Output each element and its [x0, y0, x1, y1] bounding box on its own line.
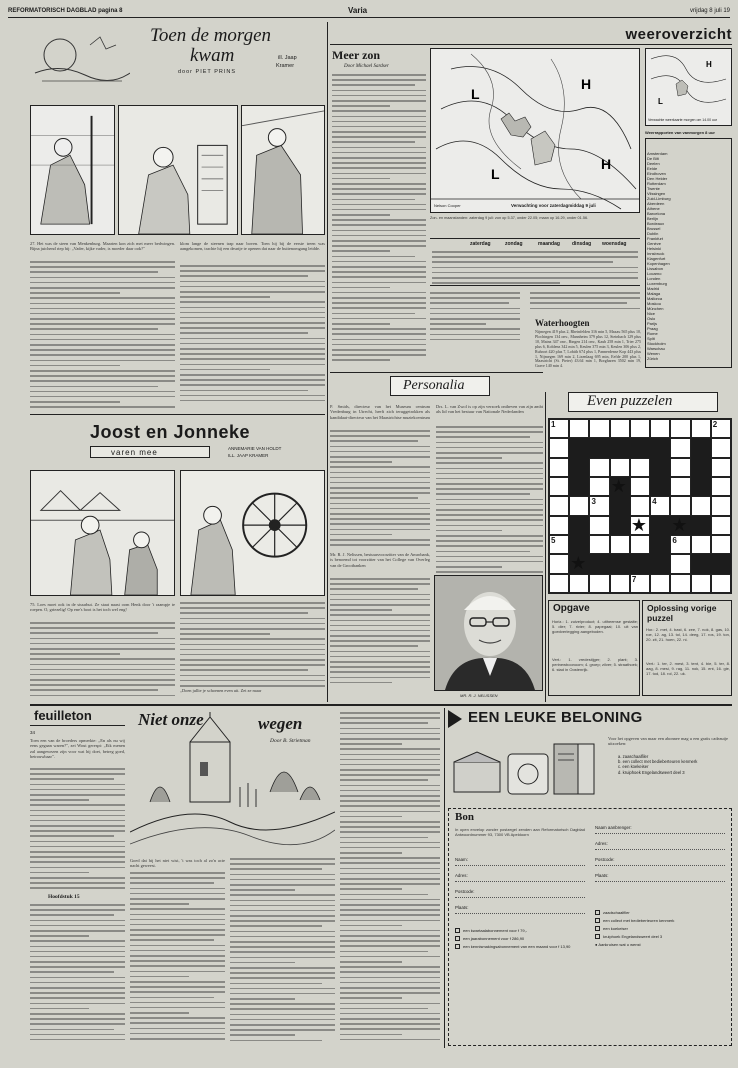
checkbox-icon[interactable]: [595, 910, 600, 915]
puzzle-cell[interactable]: [670, 496, 690, 515]
puzzle-cell[interactable]: [549, 477, 569, 496]
divider-mid: [30, 704, 732, 706]
weather-city-name: Stockholm: [647, 341, 666, 346]
story1-panel-3: [241, 105, 325, 235]
story-joost-en-jonneke: [30, 420, 325, 700]
puzzle-cell[interactable]: [589, 477, 609, 496]
feuilleton-body-col1b: [30, 904, 125, 1044]
weather-city-name: Madrid: [647, 286, 660, 291]
puzzle-cell[interactable]: [549, 438, 569, 457]
weather-city-name: De Bilt: [647, 156, 659, 161]
bon-gift-option-4-label: kruiphoek Engelandsweert deel 3: [603, 934, 663, 939]
puzzle-cell[interactable]: [630, 496, 650, 515]
story1-title-line2: kwam: [190, 45, 235, 66]
column-rule-3: [444, 708, 445, 1048]
weather-city-name: München: [647, 306, 664, 311]
checkbox-icon[interactable]: [595, 934, 600, 939]
feuilleton-text-start: Toen een van de broeders opmerkte: „En als nu wij eens gegaan waren?", zei Wout gerespt: „Eik menen zal aangewezen zijn voor wat hij doet, betreg goed, betrouwbaar".: [30, 738, 125, 759]
weather-city-name: Oslo: [647, 316, 656, 321]
beloning-ad: [448, 708, 732, 1048]
puzzle-number: 1: [551, 420, 556, 429]
weather-text-col2: [430, 292, 520, 342]
weather-map-small: [645, 48, 732, 126]
story2-subtitle-box: [90, 446, 210, 458]
bon-field-plaats-label: Plaats:: [455, 905, 469, 910]
puzzle-cell[interactable]: [711, 516, 731, 535]
bon-field-adres-label: Adres:: [455, 873, 468, 878]
puzzle-cell[interactable]: [691, 574, 711, 593]
story2-illustrator: ILL. JAAP KRAMER: [228, 453, 269, 458]
story2-text-end: „Doen jullie je schoenen even uit. Zet ze maar: [180, 688, 262, 693]
puzzle-cell[interactable]: [549, 554, 569, 573]
star-icon: ★: [570, 553, 587, 574]
story-toen-de-morgen: [30, 25, 325, 410]
bon-field-adres[interactable]: [455, 873, 585, 882]
bon-field-naam-aanbrenger-label: Naam aanbrenger:: [595, 825, 632, 830]
weather-map-label-right: Verwachting voor zaterdagmiddag 9 juli: [511, 203, 596, 208]
bon-gift-option-2[interactable]: [595, 917, 727, 925]
story1-text-mid: klom lange de steenen trap naar boven. Toen hij bij de eerste treen was aangekomen, trachte hij een deurtje te openen dat naar de buitenomgang leidde.: [180, 241, 325, 252]
puzzle-cell[interactable]: [630, 477, 650, 496]
weather-city-name: Wenen: [647, 351, 660, 356]
story1-text-col2: [180, 241, 325, 261]
waterhoogten-text: Nijmegen 419 plus 2, Rheinfelden 316 min 5, Maxau 565 plus 10, Plochingen 134 onv., Mannheim 379 plus 12, Steinbach 129 plus 10, Mainz 347 onv., Bingen 214 onv., Kaub 258 min 1, Trier 275 plus 6, Koblenz 342 min 5, Keulen 375 min 3, Keulen 306 plus 2, Ruhrort 420 plus 7, Lobith 674 plus 1, Pannerdense Kop 443 plus 1, Nijmegen 169 min 2, Lixenlaag 695 min, Eefde 200 plus 1, Maastricht (St. Pieter) 43.64 min 1, Borgharen 3502 min 19, Grave 140 min 4.: [535, 330, 641, 369]
beloning-gift-b: b. een collect met bedieberteuren kenmerk: [618, 759, 698, 765]
puzzle-cell[interactable]: [691, 535, 711, 554]
puzzle-cell[interactable]: [670, 419, 690, 438]
puzzle-cell[interactable]: [569, 419, 589, 438]
puzzle-number: 4: [652, 497, 657, 507]
checkbox-icon[interactable]: [595, 918, 600, 923]
weather-city-name: Rotterdam: [647, 181, 666, 186]
weather-city-name: Innsbruck: [647, 251, 665, 256]
puzzle-number: 6: [672, 536, 677, 545]
puzzle-oplossing-title: Oplossing vorige puzzel: [647, 603, 717, 623]
feuilleton-label-box: [30, 708, 125, 726]
star-icon: ★: [630, 514, 648, 535]
feuilleton-chapter-heading: Hoofdstuk 15: [48, 894, 80, 900]
beloning-gift-a: a. zaaschaalfiler: [618, 754, 649, 759]
weather-city-name: Malaga: [647, 291, 661, 296]
weather-city-name: Lissabon: [647, 266, 664, 271]
weather-city-name: Berlijn: [647, 216, 659, 221]
feuilleton-body-col1a: [30, 768, 125, 890]
story2-panel-2: [180, 470, 325, 596]
personalia-body-col1a: [330, 430, 430, 550]
feuilleton-body-col3: [230, 858, 335, 1044]
weather-city-name: Amsterdam: [647, 151, 668, 156]
puzzle-cell[interactable]: [711, 438, 731, 457]
weather-city-name: Frankfurt: [647, 236, 664, 241]
puzzle-cell[interactable]: [610, 458, 630, 477]
story1-title-line1: Toen de morgen: [150, 25, 272, 46]
feuilleton-section: [30, 708, 440, 1048]
puzzle-cell[interactable]: [610, 535, 630, 554]
divider-left-1: [30, 414, 325, 415]
weather-city-name: Zuid-Limburg: [647, 196, 671, 201]
weather-map-label-left: Nelson Cooper: [434, 203, 461, 208]
weather-map-caption: Zon- en maanstanden: zaterdag 9 juli: zon op 5.37, onder 22.05; maan op 16.29, onder 01.56.: [430, 216, 589, 220]
puzzle-cell[interactable]: [670, 458, 690, 477]
personalia-body-col1b: [330, 578, 430, 690]
svg-text:H: H: [581, 76, 592, 92]
weather-forecast-table: [430, 238, 640, 286]
puzzle-opgave-text2: Vert.: 1. vredestijger; 2. plant; 3. perinewboonoom; 4. groep; zilver; 5. straathoek; 6. stad in Oostenrijk.: [552, 657, 638, 672]
puzzle-cell[interactable]: [711, 477, 731, 496]
beloning-gift-list: [618, 754, 728, 775]
personalia-col1-mid: Mr. R. J. Nelissen, bestuursvoorzitter van de Amrobank, is benoemd tot voorzitter van het College van Overleg van de Grootbanken: [330, 552, 430, 568]
puzzle-cell[interactable]: [630, 535, 650, 554]
story1-illustrator-line1: ill. Jaap: [278, 55, 297, 61]
weather-city-name: Rome: [647, 331, 658, 336]
forecast-day-2: zondag: [505, 241, 523, 247]
weather-city-name: Den Helder: [647, 176, 668, 181]
forecast-day-5: woensdag: [602, 241, 627, 247]
weather-city-name: Genève: [647, 241, 662, 246]
story1-title-banner: [130, 25, 320, 87]
puzzle-cell[interactable]: [630, 419, 650, 438]
star-icon: ★: [610, 476, 627, 496]
puzzle-cell[interactable]: [589, 574, 609, 593]
story2-title: Joost en Jonneke: [90, 422, 251, 442]
svg-text:H: H: [706, 60, 712, 69]
bon-field-naam-label: Naam:: [455, 857, 468, 862]
puzzle-grid: [548, 418, 732, 594]
puzzle-cell[interactable]: [569, 574, 589, 593]
column-rule-1: [327, 22, 328, 702]
puzzle-cell[interactable]: [589, 535, 609, 554]
story2-title-banner: [50, 420, 320, 468]
personalia-title: Personalia: [403, 378, 465, 393]
puzzle-cell[interactable]: [589, 458, 609, 477]
weather-city-name: Deelen: [647, 161, 660, 166]
bon-field-naam[interactable]: [455, 857, 585, 866]
checkbox-icon[interactable]: [595, 926, 600, 931]
personalia-col2-start: Drs. L. van Zwol is op zijn verzoek ontheven van zijn ambt als lid van het bestuur van Nationale Nederlanden: [436, 404, 543, 415]
puzzle-number: 7: [631, 574, 637, 584]
bon-field-adres-aanbrenger-label: Adres:: [595, 841, 608, 846]
bon-field-postcode-label: Postcode:: [455, 889, 475, 894]
forecast-day-4: dinsdag: [572, 241, 592, 247]
forecast-day-1: zaterdag: [470, 241, 491, 247]
weather-city-name: Moskou: [647, 301, 662, 306]
personalia-photo: [434, 575, 543, 691]
story1-text-start: 27. Het was de steen van Menkenburg. Maarten kon zich met meer bedwingen. Bijna juichend riep hij: „Vader, kijke vader, is moeder daar ook?": [30, 241, 175, 251]
svg-text:L: L: [471, 86, 480, 102]
personalia-body-col2: [436, 426, 543, 576]
checkbox-icon[interactable]: [455, 936, 460, 941]
bon-option-kennismaking[interactable]: [455, 943, 587, 951]
weather-text-col3: [530, 292, 640, 312]
issue-date: vrijdag 8 juli 19: [689, 8, 730, 14]
feuilleton-body-col4: [340, 712, 440, 1044]
puzzle-oplossing-text: Hor.: 2. met, 4. bast, 6. zee, 7. nok, 8. gas, 10. roe, 12. ag, 13. tol, 14. deeg, 17. ros, 19. ton, 20. zit, 21. hoen, 22. ni.: [646, 627, 730, 642]
checkbox-icon[interactable]: [455, 944, 460, 949]
personalia-col1-start: P. Smids, directeur van het Museum centrum Vredenburg in Utrecht, heeft zich teruggetrokken als kandidaat-directeur van het Maastrichtse muziekcentrum: [330, 404, 430, 420]
puzzle-section: [548, 392, 732, 697]
story2-panel-1: [30, 470, 175, 596]
bon-subtitle: In open envelop zonder postzegel zenden aan Reformatorisch Dagblad Antwoordnummer 93, 7300 VB Apeldoorn: [455, 827, 585, 837]
beloning-intro: Voor het opgeven van maar een abonnee mag u een gratis cadeautje uitzoeken:: [608, 736, 728, 747]
beloning-title-box: [448, 708, 732, 730]
forecast-rows: [432, 251, 638, 285]
story2-text-col2-end: [180, 688, 325, 696]
forecast-day-3: maandag: [538, 241, 560, 247]
feuilleton-chapter-no: 34: [30, 730, 36, 735]
weather-heading: weeroverzicht: [625, 26, 732, 43]
beloning-gift-d: d. kruiphoek Engelandsweert deel 3: [618, 769, 685, 775]
weather-city-name: Brussel: [647, 226, 661, 231]
story1-body-col1: [30, 261, 175, 409]
beloning-gifts-illustration: [450, 734, 600, 804]
puzzle-cell[interactable]: [711, 535, 731, 554]
weather-city-name: Nice: [647, 311, 656, 316]
feuilleton-title-word2: wegen: [258, 714, 303, 733]
beloning-title: EEN LEUKE BELONING: [468, 709, 643, 726]
weather-city-name: Dublin: [647, 231, 659, 236]
weather-city-name: Mallorca: [647, 296, 663, 301]
bon-gift-option-3[interactable]: [595, 925, 727, 933]
puzzle-cell[interactable]: [549, 496, 569, 515]
puzzle-cell[interactable]: [670, 477, 690, 496]
feuilleton-author: Door B. Strietman: [270, 738, 311, 744]
bon-options-right: [595, 909, 727, 949]
bon-aankruisen-note: ● Aankruisen wat u wenst: [595, 942, 641, 947]
svg-text:L: L: [658, 97, 663, 106]
puzzle-cell[interactable]: [610, 574, 630, 593]
puzzle-number: 5: [551, 536, 556, 545]
story1-vignette-drawing: [30, 25, 130, 87]
paper-name: REFORMATORISCH DAGBLAD pagina 8: [8, 8, 123, 14]
story1-author: door PIET PRINS: [178, 69, 236, 75]
feuilleton-title-illustration: [130, 712, 335, 852]
puzzle-cell[interactable]: [589, 419, 609, 438]
puzzle-cell[interactable]: [650, 419, 670, 438]
story1-panel-1: [30, 105, 115, 235]
weather-city-name: Luxemburg: [647, 281, 668, 286]
waterhoogten-title: Waterhoogten: [535, 318, 590, 328]
story2-author: ANNEMARIE VAN HOLDT: [228, 446, 282, 451]
weather-city-table: [645, 138, 732, 368]
story1-body-col2: [180, 265, 325, 405]
bon-field-naam-aanbrenger[interactable]: [595, 825, 725, 834]
bon-option-kwartaal-label: een kwartaalabonnement voor f 79,-: [463, 928, 528, 933]
bon-option-kennismaking-label: een kennismakingsabonnement van een maand voor f 13,90: [463, 944, 571, 949]
weather-city-name: Londen: [647, 276, 661, 281]
weather-city-name: Eelde: [647, 166, 658, 171]
puzzle-cell[interactable]: [711, 574, 731, 593]
puzzle-cell[interactable]: [670, 574, 690, 593]
weather-city-name: Helsinki: [647, 246, 662, 251]
story1-panel-2: [118, 105, 238, 235]
story1-illustrator-line2: Kramer: [276, 63, 295, 69]
puzzle-oplossing-box: [642, 600, 732, 696]
bon-option-kwartaal[interactable]: [455, 927, 587, 935]
puzzle-cell[interactable]: [711, 458, 731, 477]
weather-section: [330, 24, 732, 369]
weather-city-list: [647, 151, 731, 361]
checkbox-icon[interactable]: [455, 928, 460, 933]
puzzle-number: 3: [591, 497, 596, 507]
story2-subtitle: varen mee: [111, 448, 158, 457]
weather-city-name: Barcelona: [647, 211, 666, 216]
puzzle-cell[interactable]: [670, 554, 690, 573]
story2-body-col2: [180, 602, 325, 688]
weather-city-name: Athene: [647, 206, 660, 211]
bon-field-postcode-aanbrenger[interactable]: [595, 857, 725, 866]
bon-field-plaats-aanbrenger[interactable]: [595, 873, 725, 882]
bon-field-plaats[interactable]: [455, 905, 585, 914]
weather-table-title: Weerrapporten van vanmorgen 8 uur: [645, 130, 715, 135]
personalia-top-rule: [330, 372, 543, 373]
puzzle-opgave-text: Horiz.: 1. zuivelproduct; 4. uitheemse gestalte; 5. dier; 7. rivier; 8. papegaai; 10. uit van goedverlegging aangeboden.: [552, 619, 638, 634]
personalia-photo-caption: MR. R. J. NELISSEN: [460, 693, 498, 698]
bon-option-jaar[interactable]: [455, 935, 587, 943]
puzzle-cell[interactable]: [670, 438, 690, 457]
bon-title: Bon: [455, 811, 474, 823]
section-name: Varia: [348, 6, 368, 15]
puzzle-title: Even puzzelen: [587, 393, 673, 409]
puzzle-cell[interactable]: [610, 419, 630, 438]
bon-aankruisen-label: Aankruisen wat u wenst: [598, 942, 641, 947]
beloning-gift-c: c. een koekeiser: [618, 764, 649, 770]
weather-heading-rule: [330, 44, 732, 45]
bon-gift-option-2-label: een collect met bedieberteuren kenmerk: [603, 918, 675, 923]
weather-city-row: [647, 356, 731, 361]
puzzle-oplossing-text2: Vert.: 1. ter, 2. mest, 3. tent, 4. bie, 5. ter, 8. aag, 8. mesi, 9. rag, 11. nok, 15. ent, 16. gie, 17. tod, 18. rol, 22. uk.: [646, 661, 730, 676]
bon-gift-option-1[interactable]: [595, 909, 727, 917]
weather-city-name: Warschau: [647, 346, 665, 351]
weather-city-name: Bordeaux: [647, 221, 665, 226]
svg-text:L: L: [491, 166, 500, 182]
feuilleton-text-mid: Goed dat hij het niet wist, 't was toch al zo'n acte nacht geweest.: [130, 858, 225, 869]
puzzle-cell[interactable]: [549, 574, 569, 593]
bon-option-jaar-label: een jaarabonnement voor f 286,90: [463, 936, 525, 941]
puzzle-title-box: [568, 392, 718, 412]
bon-options-left: [455, 927, 587, 951]
story2-text-col1: [30, 602, 175, 618]
puzzle-opgave-box: [548, 600, 640, 696]
personalia-section: [330, 370, 543, 698]
story2-body-col1: [30, 622, 175, 698]
bon-field-adres-aanbrenger[interactable]: [595, 841, 725, 850]
puzzle-cell[interactable]: [691, 496, 711, 515]
weather-article-body: [332, 74, 426, 366]
star-icon: ★: [671, 514, 688, 535]
bon-gift-option-4[interactable]: [595, 933, 727, 941]
puzzle-cell[interactable]: [691, 419, 711, 438]
feuilleton-label: feuilleton: [34, 708, 92, 723]
column-rule-2: [545, 392, 546, 702]
svg-text:H: H: [601, 156, 612, 172]
beloning-arrow-icon: [448, 710, 462, 728]
bon-field-plaats-aanbrenger-label: Plaats:: [595, 873, 609, 878]
weather-city-name: Aberdeen: [647, 201, 665, 206]
puzzle-cell[interactable]: [650, 574, 670, 593]
weather-city-name: Klagenfurt: [647, 256, 666, 261]
bon-form: [448, 808, 732, 1046]
weather-city-name: Twente: [647, 186, 660, 191]
weather-city-name: Kopenhagen: [647, 261, 670, 266]
weather-article-title: Meer zon: [332, 48, 381, 62]
weather-city-name: Eindhoven: [647, 171, 666, 176]
bon-gift-option-3-label: een koekeiser: [603, 926, 628, 931]
story1-text-col1: [30, 241, 175, 251]
weather-small-map-caption: Verwachte weerkaarte morgen om 14.00 uur: [648, 118, 718, 122]
weather-article-author: Door Michael Sardser: [344, 64, 389, 69]
puzzle-cell[interactable]: [711, 496, 731, 515]
weather-city-name: Vlissingen: [647, 191, 666, 196]
weather-city-name: Zürich: [647, 356, 659, 361]
weather-city-name: Parijs: [647, 321, 658, 326]
weather-map-forecast: [430, 48, 640, 213]
feuilleton-body-col2: [130, 872, 225, 1044]
puzzle-cell[interactable]: [569, 496, 589, 515]
weather-city-name: Split: [647, 336, 655, 341]
bon-field-postcode[interactable]: [455, 889, 585, 898]
bon-field-postcode-aanbrenger-label: Postcode:: [595, 857, 615, 862]
weather-city-name: Praag: [647, 326, 658, 331]
puzzle-cell[interactable]: [549, 516, 569, 535]
personalia-title-box: [390, 376, 490, 396]
weather-city-name: Locarno: [647, 271, 662, 276]
puzzle-cell[interactable]: [589, 516, 609, 535]
puzzle-cell[interactable]: [630, 458, 650, 477]
puzzle-cell[interactable]: [549, 458, 569, 477]
puzzle-opgave-title: Opgave: [553, 603, 590, 614]
page-header: [8, 6, 730, 18]
story2-text-start: 75. Loes moet ook in de stuurhut. Ze staat naast oom Henk door 't raampje te roepen. O, griezelig! Op ene's boot is het toch wel eng!: [30, 602, 175, 613]
feuilleton-title-word1: Niet onze: [138, 710, 204, 729]
puzzle-number: 2: [712, 420, 718, 429]
bon-gift-option-1-label: zaadschaalfiler: [603, 910, 630, 915]
